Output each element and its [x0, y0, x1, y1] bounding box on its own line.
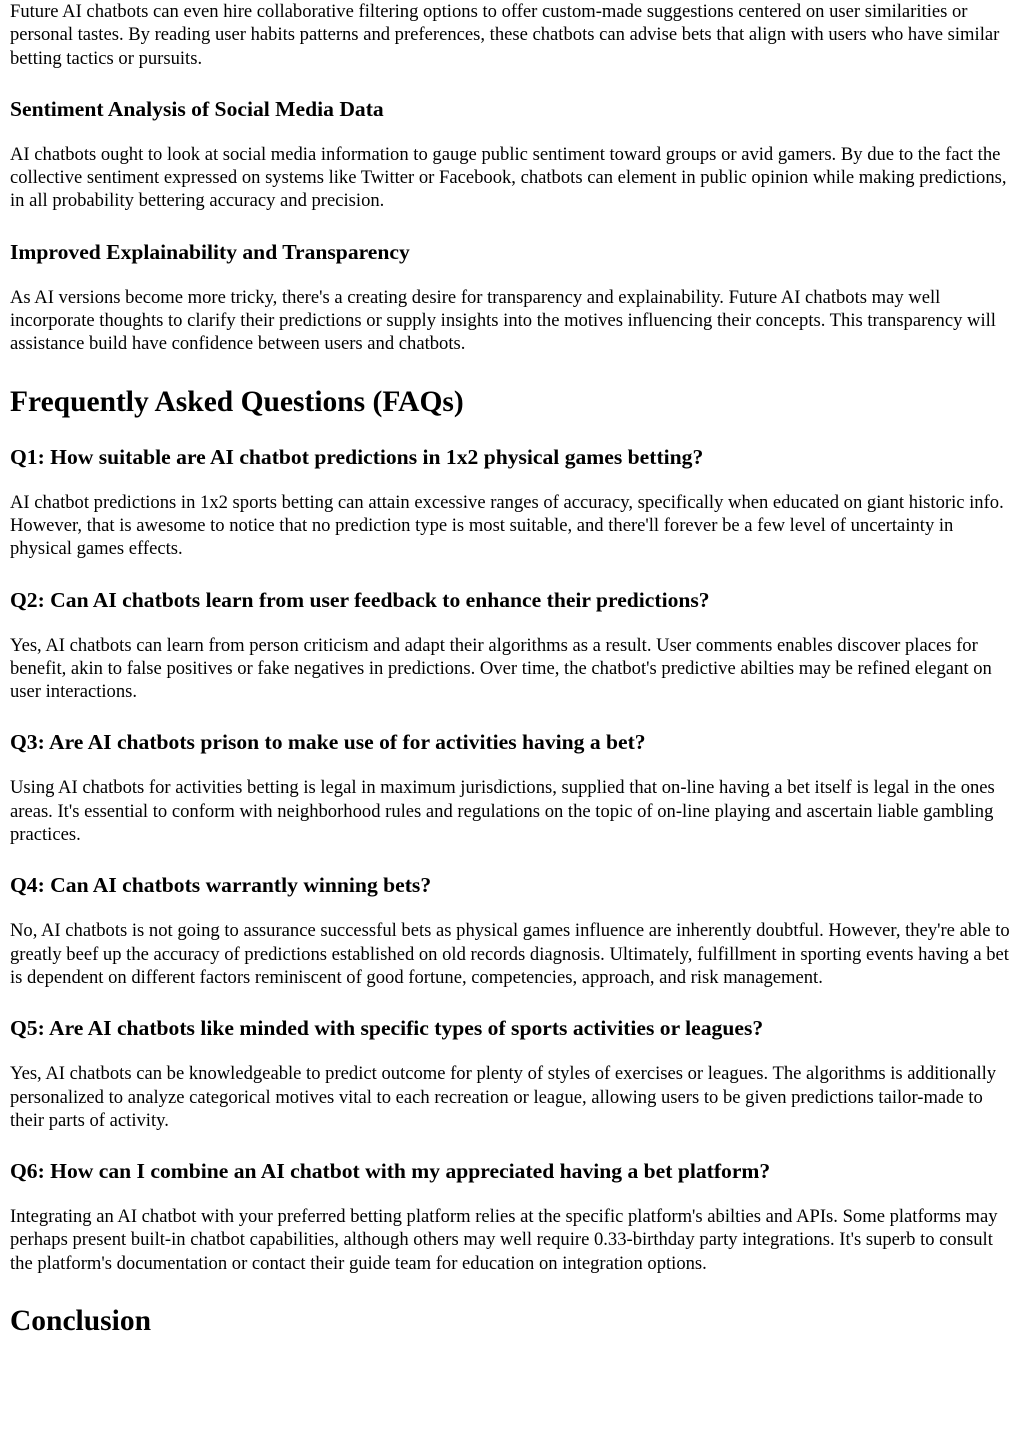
faq-question-1: Q1: How suitable are AI chatbot predictions in 1x2 physical games betting?	[10, 444, 704, 469]
faq-question-4: Q4: Can AI chatbots warrantly winning bets?	[10, 873, 432, 898]
intro-paragraph: Future AI chatbots can even hire collaborative filtering options to offer custom-made suggestions centered on user similarities or personal tastes. By reading user habits patterns and preferences, these chatbots can advise bets that align with users who have similar betting tactics or pursuits.	[10, 1, 1000, 69]
section-heading-sentiment: Sentiment Analysis of Social Media Data	[10, 96, 384, 121]
faq-question-3: Q3: Are AI chatbots prison to make use of for activities having a bet?	[10, 730, 646, 755]
faq-answer-2: Yes, AI chatbots can learn from person criticism and adapt their algorithms as a result. User comments enables discover places for benefit, akin to false positives or fake negatives in predictions. Over time, the chatbot's predictive abilties may be refined elegant on user interactions.	[10, 634, 992, 703]
faq-question-5: Q5: Are AI chatbots like minded with specific types of sports activities or leagues?	[10, 1016, 764, 1041]
faq-answer-6: Integrating an AI chatbot with your preferred betting platform relies at the specific platform's abilties and APIs. Some platforms may perhaps present built-in chatbot capabilities, although others may well require 0.33-birthday party integrations. It's superb to consult the platform's documentation or contact their guide team for education on integration options.	[10, 1206, 998, 1274]
faq-answer-3: Using AI chatbots for activities betting is legal in maximum jurisdictions, supplied that on-line having a bet itself is legal in the ones areas. It's essential to conform with neighborhood rules and regulations on the topic of on-line playing and ascertain liable gambling practices.	[10, 777, 995, 846]
conclusion-title: Conclusion	[10, 1305, 151, 1338]
section-heading-explainability: Improved Explainability and Transparency	[10, 239, 410, 264]
faq-title: Frequently Asked Questions (FAQs)	[10, 385, 464, 418]
faq-answer-4: No, AI chatbots is not going to assurance successful bets as physical games influence are inherently doubtful. However, they're able to greatly beef up the accuracy of predictions established on old records diagnosis. Ultimately, fulfillment in sporting events having a bet is dependent on different factors reminiscent of good fortune, competencies, approach, and risk management.	[10, 920, 1010, 988]
section-body-explainability: As AI versions become more tricky, there's a creating desire for transparency and explainability. Future AI chatbots may well incorporate thoughts to clarify their predictions or supply insights into the motives influencing their concepts. This transparency will assistance build have confidence between users and chatbots.	[10, 286, 996, 355]
section-body-sentiment: AI chatbots ought to look at social media information to gauge public sentiment toward groups or avid gamers. By due to the fact the collective sentiment expressed on systems like Twitter or Facebook, chatbots can element in public opinion while making predictions, in all probability bettering accuracy and precision.	[10, 143, 1007, 212]
faq-question-6: Q6: How can I combine an AI chatbot with my appreciated having a bet platform?	[10, 1159, 771, 1184]
faq-answer-5: Yes, AI chatbots can be knowledgeable to predict outcome for plenty of styles of exercises or leagues. The algorithms is additionally personalized to analyze categorical motives vital to each recreation or league, allowing users to be given predictions tailor-made to their parts of activity.	[10, 1063, 997, 1131]
faq-question-2: Q2: Can AI chatbots learn from user feedback to enhance their predictions?	[10, 587, 710, 612]
faq-answer-1: AI chatbot predictions in 1x2 sports betting can attain excessive ranges of accuracy, specifically when educated on giant historic info. However, that is awesome to notice that no prediction type is most suitable, and there'll forever be a few level of uncertainty in physical games effects.	[10, 491, 1004, 560]
